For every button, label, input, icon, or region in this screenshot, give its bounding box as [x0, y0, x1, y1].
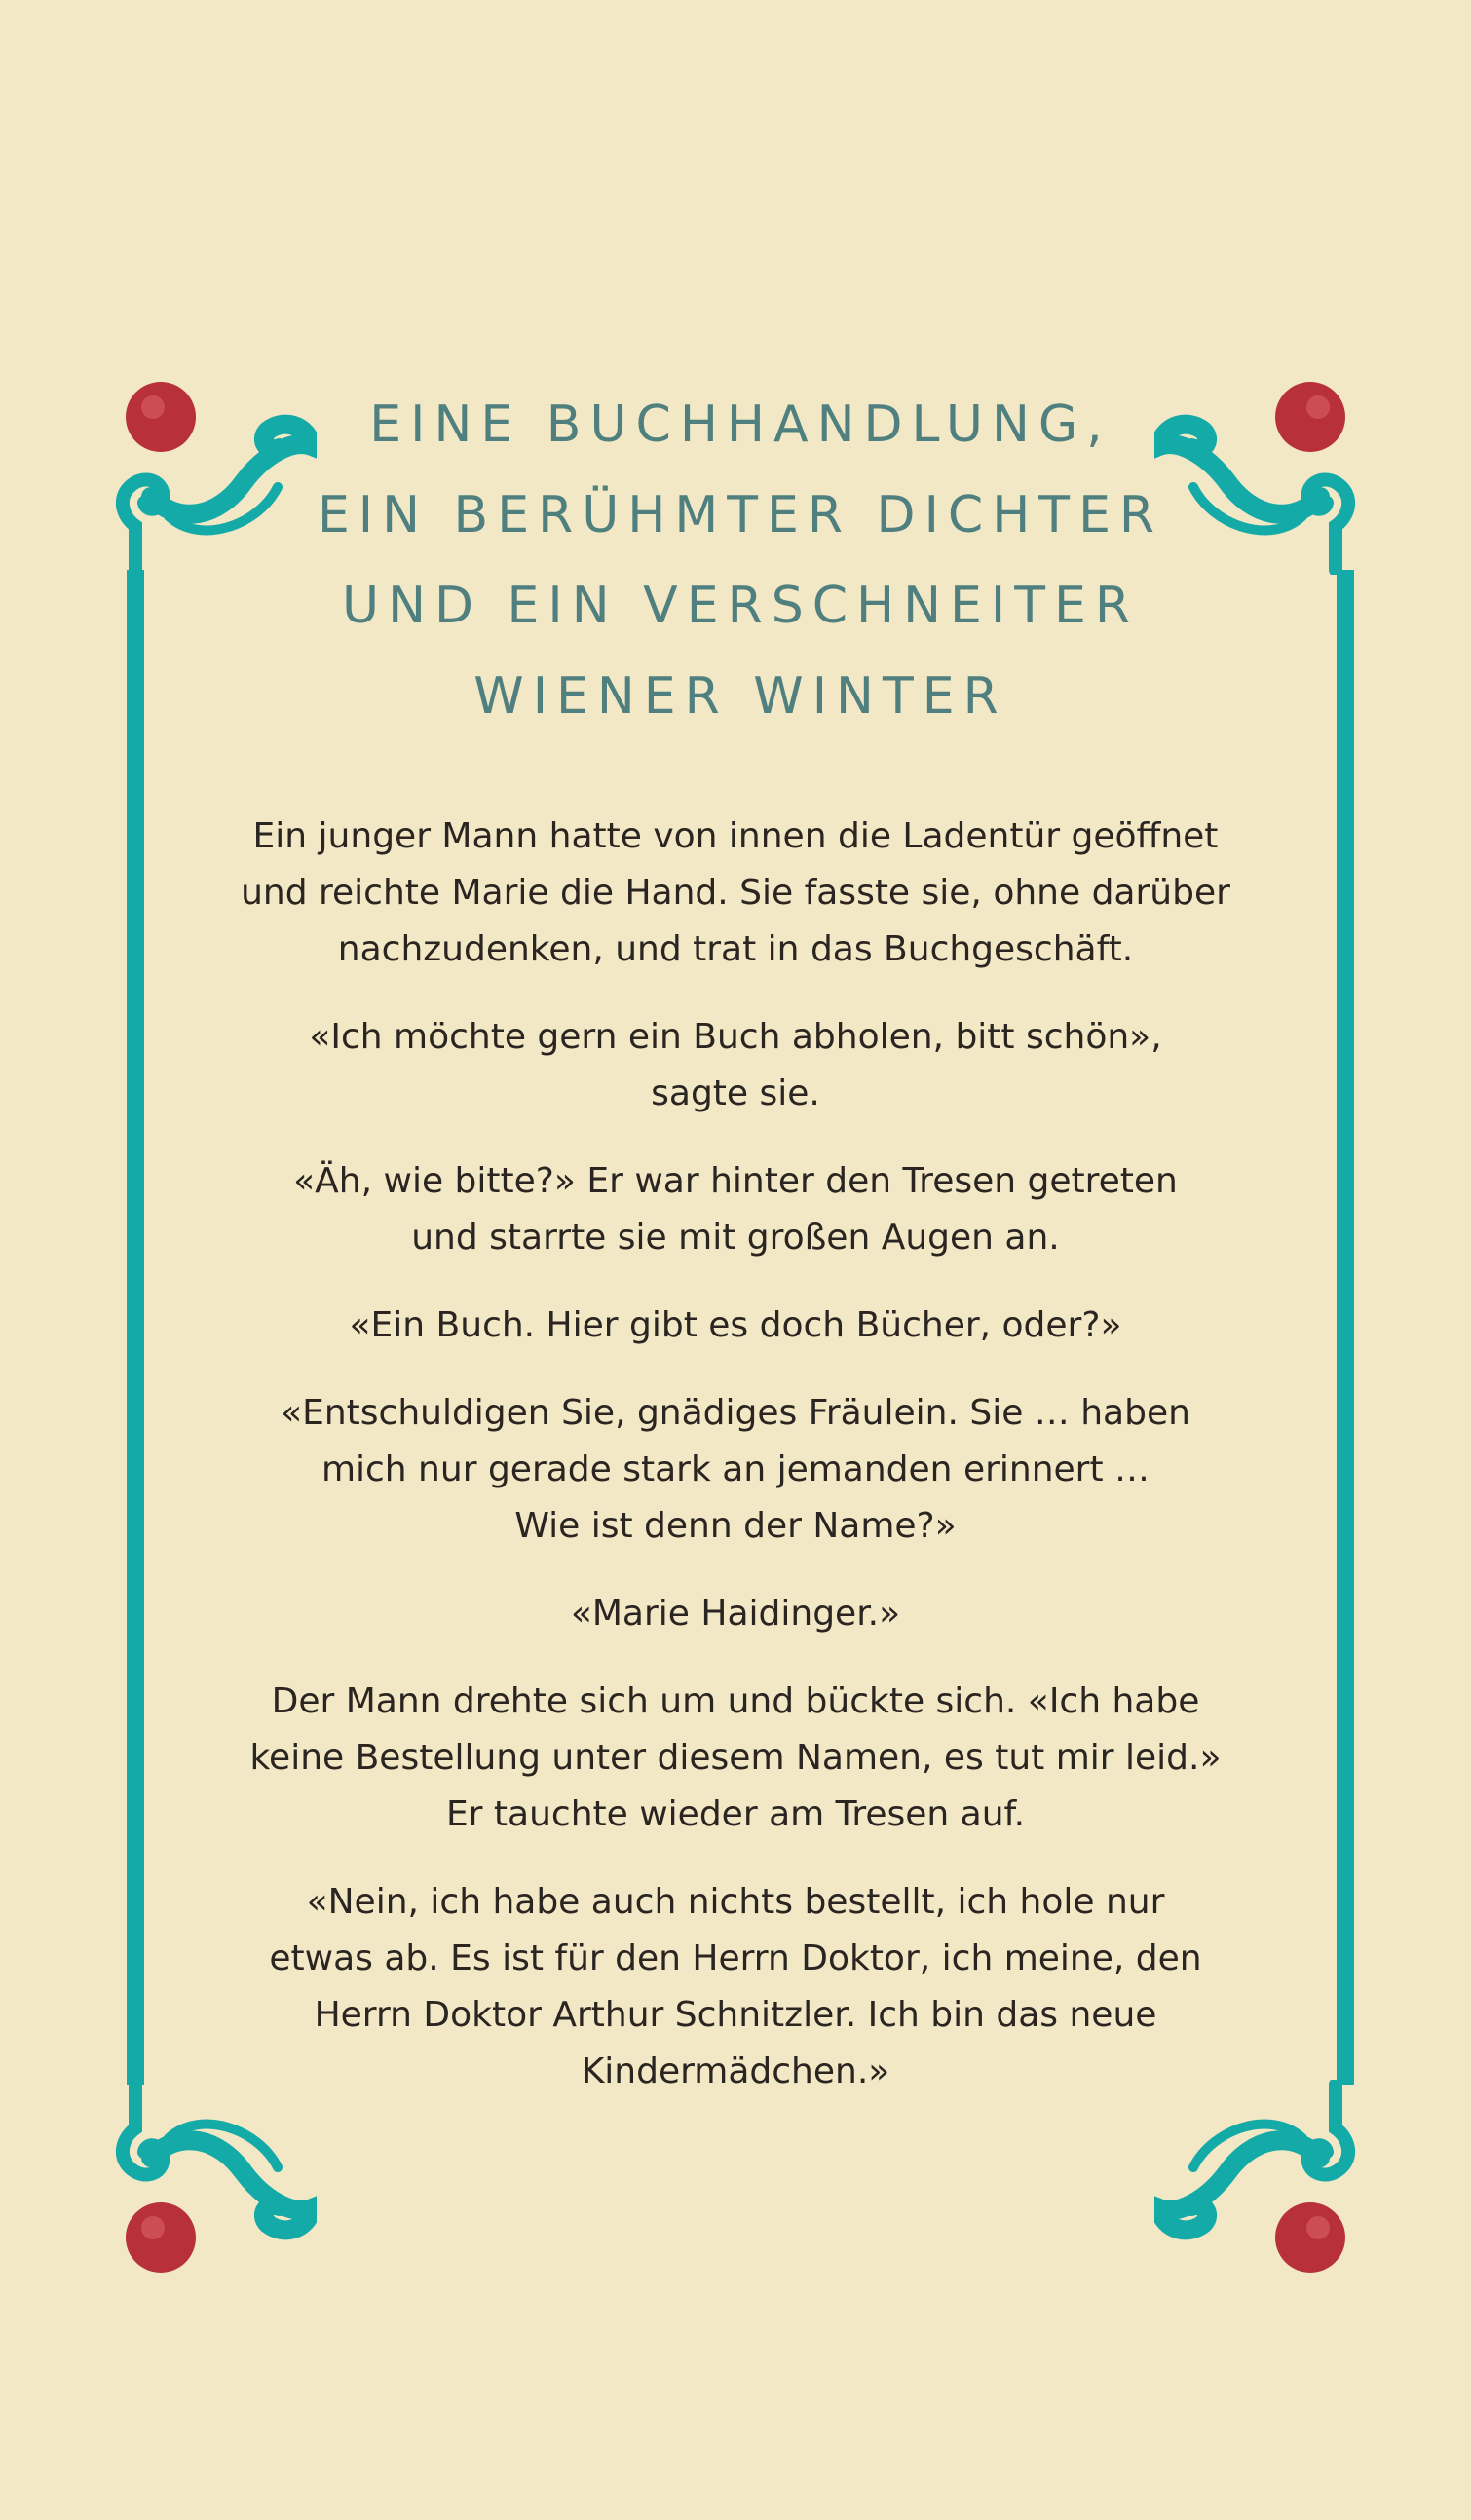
excerpt-line: mich nur gerade stark an jemanden erinnert …: [321, 1449, 1150, 1489]
excerpt-line: «Nein, ich habe auch nichts bestellt, ich hole nur: [306, 1882, 1165, 1922]
excerpt-line: «Marie Haidinger.»: [570, 1594, 901, 1634]
excerpt-line: etwas ab. Es ist für den Herrn Doktor, ich meine, den: [269, 1938, 1202, 1978]
excerpt-paragraph: [209, 1385, 1262, 1555]
headline-line: EINE BUCHHANDLUNG,: [369, 395, 1112, 454]
excerpt-paragraph: [209, 809, 1262, 978]
excerpt-line: sagte sie.: [651, 1073, 820, 1113]
excerpt-line: und starrte sie mit großen Augen an.: [411, 1218, 1060, 1258]
excerpt-line: Kindermädchen.»: [581, 2051, 890, 2091]
excerpt-text: [209, 809, 1262, 2131]
right-frame-border: [1337, 570, 1354, 2085]
excerpt-line: und reichte Marie die Hand. Sie fasste sie, ohne darüber: [241, 873, 1230, 913]
excerpt-line: «Äh, wie bitte?» Er war hinter den Tresen getreten: [293, 1161, 1178, 1201]
excerpt-line: «Ein Buch. Hier gibt es doch Bücher, oder?»: [349, 1305, 1122, 1345]
excerpt-line: Er tauchte wieder am Tresen auf.: [445, 1794, 1026, 1834]
excerpt-line: Herrn Doktor Arthur Schnitzler. Ich bin das neue: [314, 1995, 1157, 2035]
excerpt-paragraph: [209, 1874, 1262, 2100]
excerpt-line: Der Mann drehte sich um und bückte sich. «Ich habe: [271, 1681, 1200, 1721]
excerpt-line: Wie ist denn der Name?»: [514, 1506, 957, 1546]
headline: [292, 380, 1188, 742]
left-frame-border: [127, 570, 144, 2085]
top-left-scroll-ornament-icon: [112, 380, 317, 575]
excerpt-line: «Ich möchte gern ein Buch abholen, bitt schön»,: [309, 1017, 1162, 1057]
headline-line: UND EIN VERSCHNEITER: [342, 577, 1139, 635]
excerpt-paragraph: [209, 1586, 1262, 1642]
excerpt-paragraph: [209, 1674, 1262, 1843]
excerpt-line: «Entschuldigen Sie, gnädiges Fräulein. Sie … haben: [281, 1393, 1190, 1433]
excerpt-paragraph: [209, 1298, 1262, 1354]
excerpt-paragraph: [209, 1153, 1262, 1266]
headline-line: EIN BERÜHMTER DICHTER: [317, 486, 1164, 545]
excerpt-line: Ein junger Mann hatte von innen die Ladentür geöffnet: [252, 816, 1219, 856]
headline-line: WIENER WINTER: [473, 667, 1007, 726]
excerpt-line: nachzudenken, und trat in das Buchgeschäft.: [337, 929, 1134, 969]
excerpt-line: keine Bestellung unter diesem Namen, es tut mir leid.»: [249, 1738, 1222, 1778]
excerpt-paragraph: [209, 1009, 1262, 1122]
